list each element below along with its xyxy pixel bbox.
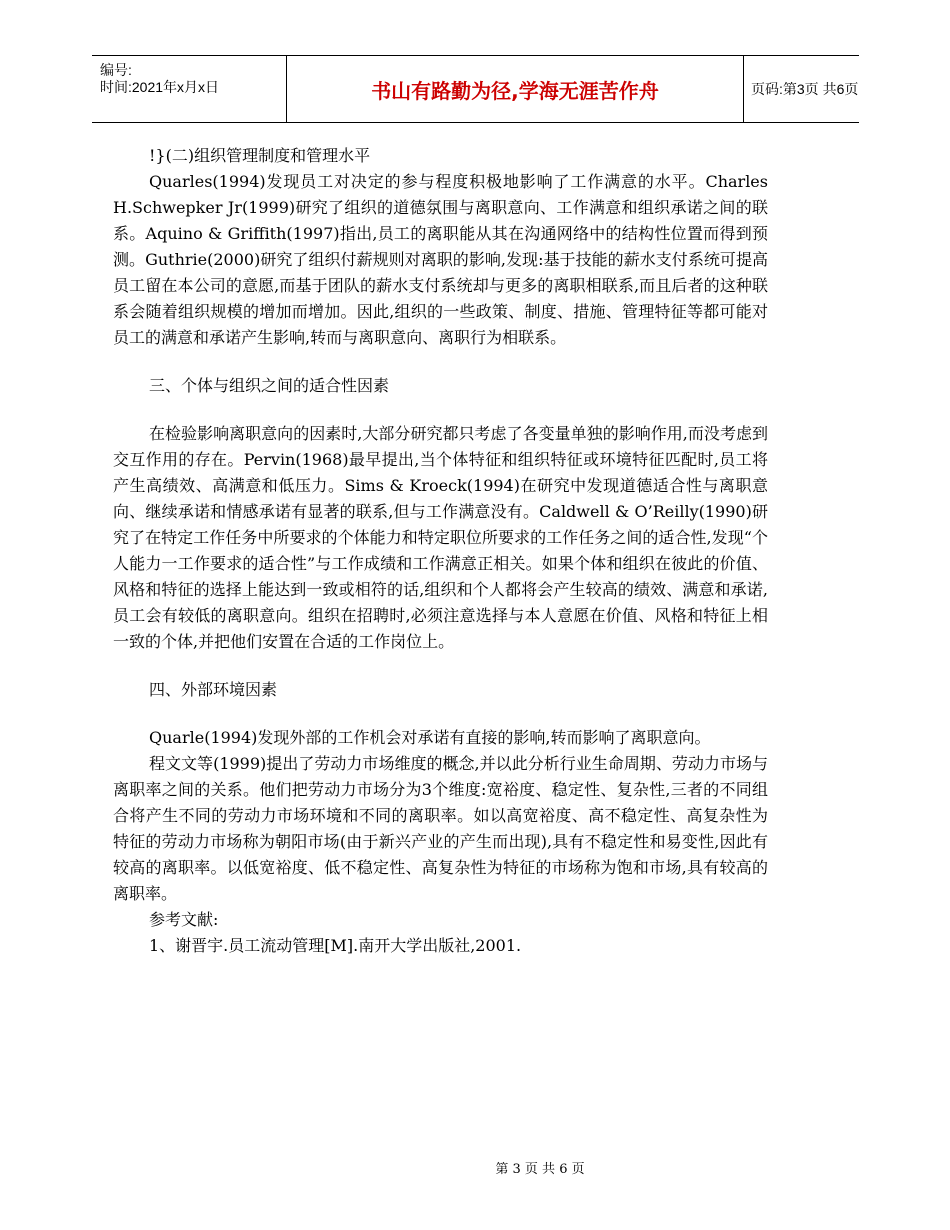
document-time-label: 时间:2021年x月x日	[100, 79, 220, 95]
document-body	[113, 143, 768, 959]
paragraph-fit-factors: 在检验影响离职意向的因素时,大部分研究都只考虑了各变量单独的影响作用,而没考虑到交互作用的存在。Pervin(1968)最早提出,当个体特征和组织特征或环境特征匹配时,员工将产生高绩效、高满意和低压力。Sims & Kroeck(1994)在研究中发现道德适合性与离职意向、继续承诺和情感承诺有显著的联系,但与工作满意没有。Caldwell & O’Reilly(1990)研究了在特定工作任务中所要求的个体能力和特定职位所要求的工作任务之间的适合性,发现“个人能力一工作要求的适合性”与工作成绩和工作满意正相关。如果个体和组织在彼此的价值、风格和特征的选择上能达到一致或相符的话,组织和个人都将会产生较高的绩效、满意和承诺,员工会有较低的离职意向。组织在招聘时,必须注意选择与本人意愿在价值、风格和特征上相一致的个体,并把他们安置在合适的工作岗位上。	[113, 424, 768, 651]
reference-item: 1、谢晋宇.员工流动管理[M].南开大学出版社,2001.	[149, 936, 522, 955]
page-footer: 第 3 页 共 6 页	[495, 1162, 585, 1177]
header-meta-cell	[92, 56, 286, 122]
section-heading-3: 三、个体与组织之间的适合性因素	[149, 376, 390, 395]
paragraph-org-management: Quarles(1994)发现员工对决定的参与程度积极地影响了工作满意的水平。Charles H.Schwepker Jr(1999)研究了组织的道德氛围与离职意向、工作满意和组织承诺之间的联系。Aquino & Griffith(1997)指出,员工的离职能从其在沟通网络中的结构性位置而得到预测。Guthrie(2000)研究了组织付薪规则对离职的影响,发现:基于技能的薪水支付系统可提高员工留在本公司的意愿,而基于团队的薪水支付系统却与更多的离职相联系,而且后者的这种联系会随着组织规模的增加而增加。因此,组织的一些政策、制度、措施、管理特征等都可能对员工的满意和承诺产生影响,转而与离职意向、离职行为相联系。	[113, 172, 768, 347]
header-motto-cell	[286, 56, 744, 122]
header-page-cell	[743, 56, 859, 122]
section-heading-4: 四、外部环境因素	[149, 680, 278, 699]
paragraph-external-environment: Quarle(1994)发现外部的工作机会对承诺有直接的影响,转而影响了离职意向。	[149, 728, 711, 747]
paragraph-labor-market: 程文文等(1999)提出了劳动力市场维度的概念,并以此分析行业生命周期、劳动力市场与离职率之间的关系。他们把劳动力市场分为3个维度:宽裕度、稳定性、复杂性,三者的不同组合将产生不同的劳动力市场环境和不同的离职率。如以高宽裕度、高不稳定性、高复杂性为特征的劳动力市场称为朝阳市场(由于新兴产业的产生而出现),具有不稳定性和易变性,因此有较高的离职率。以低宽裕度、低不稳定性、高复杂性为特征的市场称为饱和市场,具有较高的离职率。	[113, 754, 768, 903]
header-motto: 书山有路勤为径,学海无涯苦作舟	[371, 78, 659, 103]
page-header	[92, 55, 859, 123]
header-page-code: 页码:第3页 共6页	[751, 81, 859, 97]
references-title: 参考文献:	[149, 910, 219, 929]
document-number-label: 编号:	[100, 62, 132, 78]
section-heading-2: !}(二)组织管理制度和管理水平	[149, 146, 371, 165]
